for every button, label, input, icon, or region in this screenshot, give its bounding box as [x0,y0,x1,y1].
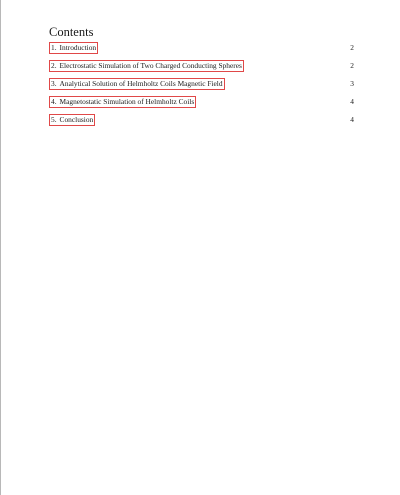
toc-entry-page-number: 2 [350,61,354,70]
toc-entry-title: Introduction [59,43,97,52]
toc-entry-title: Magnetostatic Simulation of Helmholtz Coils [59,97,195,106]
toc-link-electrostatic-simulation[interactable] [49,60,244,72]
toc-entry-page-number: 3 [350,79,354,88]
toc-entry-electrostatic-simulation [49,60,354,72]
toc-link-magnetostatic-simulation[interactable] [49,96,196,108]
toc-entry-number: 2. [51,61,57,70]
toc-entry-introduction [49,42,354,54]
page-edge-line [0,0,1,495]
toc-link-conclusion[interactable] [49,114,95,126]
toc-entry-title: Electrostatic Simulation of Two Charged Conducting Spheres [59,61,242,70]
toc-entry-title: Analytical Solution of Helmholtz Coils Magnetic Field [59,79,223,88]
toc-entry-page-number: 4 [350,115,354,124]
toc-entry-number: 3. [51,79,57,88]
toc-entry-conclusion [49,114,354,126]
table-of-contents [49,42,354,132]
toc-entry-magnetostatic-simulation [49,96,354,108]
toc-entry-page-number: 2 [350,43,354,52]
toc-entry-number: 5. [51,115,57,124]
toc-link-introduction[interactable] [49,42,98,54]
toc-entry-number: 4. [51,97,57,106]
toc-entry-page-number: 4 [350,97,354,106]
toc-entry-title: Conclusion [59,115,94,124]
toc-link-analytical-solution[interactable] [49,78,225,90]
toc-entry-analytical-solution [49,78,354,90]
toc-heading: Contents [49,25,94,39]
toc-entry-number: 1. [51,43,57,52]
